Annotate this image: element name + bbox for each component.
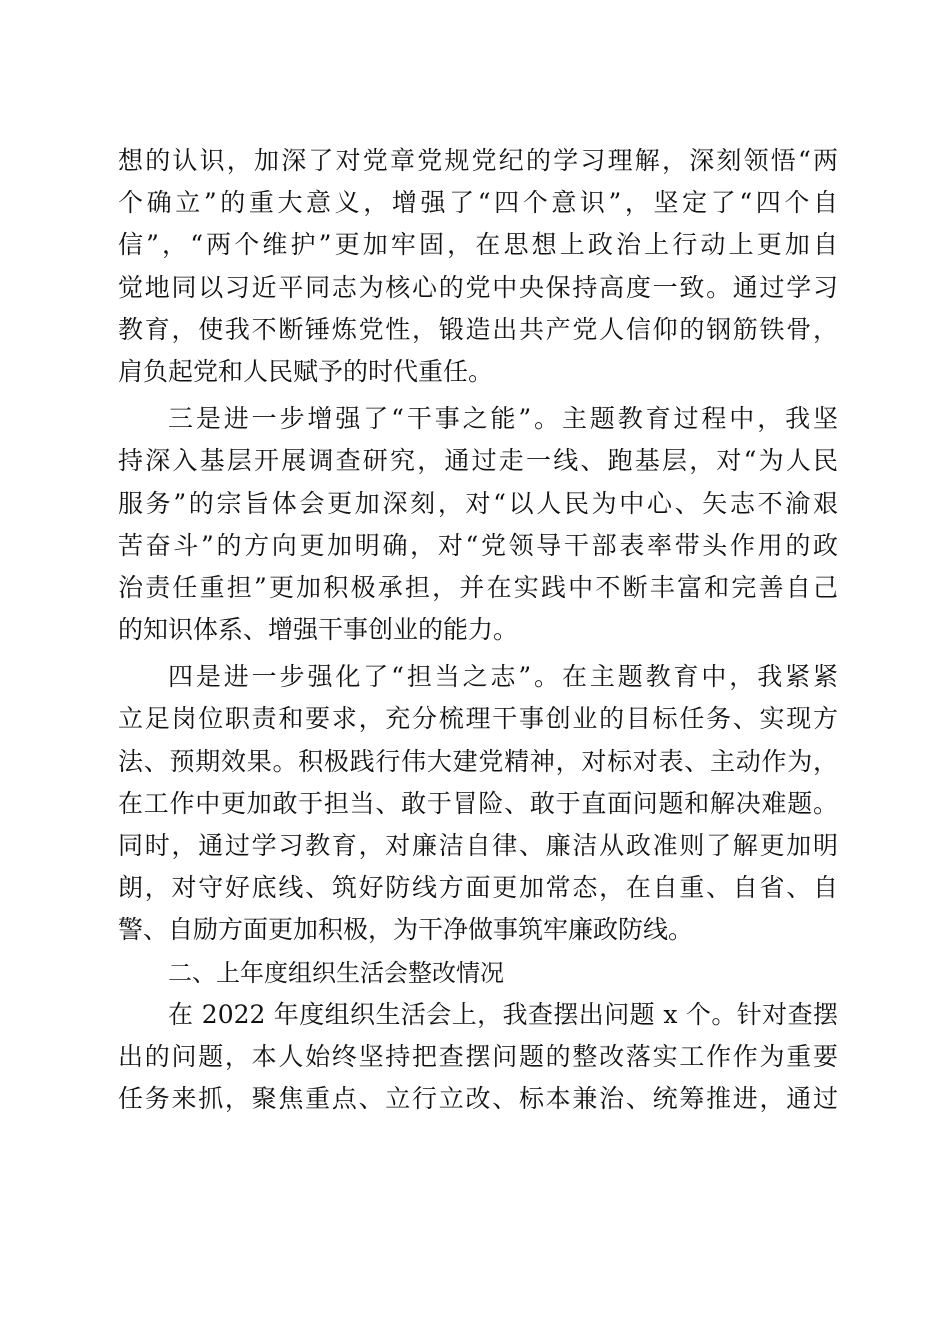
document-body bbox=[118, 140, 838, 1120]
paragraph-work-ability bbox=[118, 398, 838, 651]
text-line: 出的问题，本人始终坚持把查摆问题的整改落实工作作为重要 bbox=[118, 1041, 838, 1071]
section-heading bbox=[118, 952, 838, 994]
text-line: 教育，使我不断锤炼党性，锻造出共产党人信仰的钢筋铁骨， bbox=[118, 314, 838, 344]
text-line: 四是进一步强化了“担当之志”。在主题教育中，我紧紧 bbox=[168, 662, 838, 692]
text-line: 的知识体系、增强干事创业的能力。 bbox=[118, 615, 519, 645]
text-line: 三是进一步增强了“干事之能”。主题教育过程中，我坚 bbox=[168, 404, 838, 434]
heading-text: 二、上年度组织生活会整改情况 bbox=[168, 958, 504, 987]
text-line: 信”，“两个维护”更加牢固，在思想上政治上行动上更加自 bbox=[118, 230, 838, 260]
text-line: 朗，对守好底线、筑好防线方面更加常态，在自重、自省、自 bbox=[118, 873, 838, 903]
text-line: 警、自励方面更加积极，为干净做事筑牢廉政防线。 bbox=[118, 915, 694, 945]
paragraph-responsibility bbox=[118, 656, 838, 951]
text-line: 同时，通过学习教育，对廉洁自律、廉洁从政准则了解更加明 bbox=[118, 831, 838, 860]
text-line: 想的认识，加深了对党章党规党纪的学习理解，深刻领悟“两 bbox=[118, 146, 838, 175]
text-line: 个确立”的重大意义，增强了“四个意识”，坚定了“四个自 bbox=[118, 188, 838, 218]
text-line: 肩负起党和人民赋予的时代重任。 bbox=[118, 356, 494, 386]
text-line: 觉地同以习近平同志为核心的党中央保持高度一致。通过学习 bbox=[118, 272, 838, 302]
paragraph-rectification bbox=[118, 994, 838, 1121]
text-line: 持深入基层开展调查研究，通过走一线、跑基层，对“为人民 bbox=[118, 446, 838, 476]
text-line: 治责任重担”更加积极承担，并在实践中不断丰富和完善自己 bbox=[118, 572, 838, 602]
text-line: 法、预期效果。积极践行伟大建党精神，对标对表、主动作为， bbox=[118, 746, 838, 776]
text-line: 在工作中更加敢于担当、敢于冒险、敢于直面问题和解决难题。 bbox=[118, 788, 838, 818]
text-line: 在 2022 年度组织生活会上，我查摆出问题 x 个。针对查摆 bbox=[168, 999, 838, 1029]
text-line: 任务来抓，聚焦重点、立行立改、标本兼治、统筹推进，通过 bbox=[118, 1084, 838, 1114]
paragraph-party-spirit bbox=[118, 140, 838, 393]
text-line: 立足岗位职责和要求，充分梳理干事创业的目标任务、实现方 bbox=[118, 704, 838, 734]
text-line: 服务”的宗旨体会更加深刻，对“以人民为中心、矢志不渝艰 bbox=[118, 488, 838, 518]
text-line: 苦奋斗”的方向更加明确，对“党领导干部表率带头作用的政 bbox=[118, 530, 838, 560]
